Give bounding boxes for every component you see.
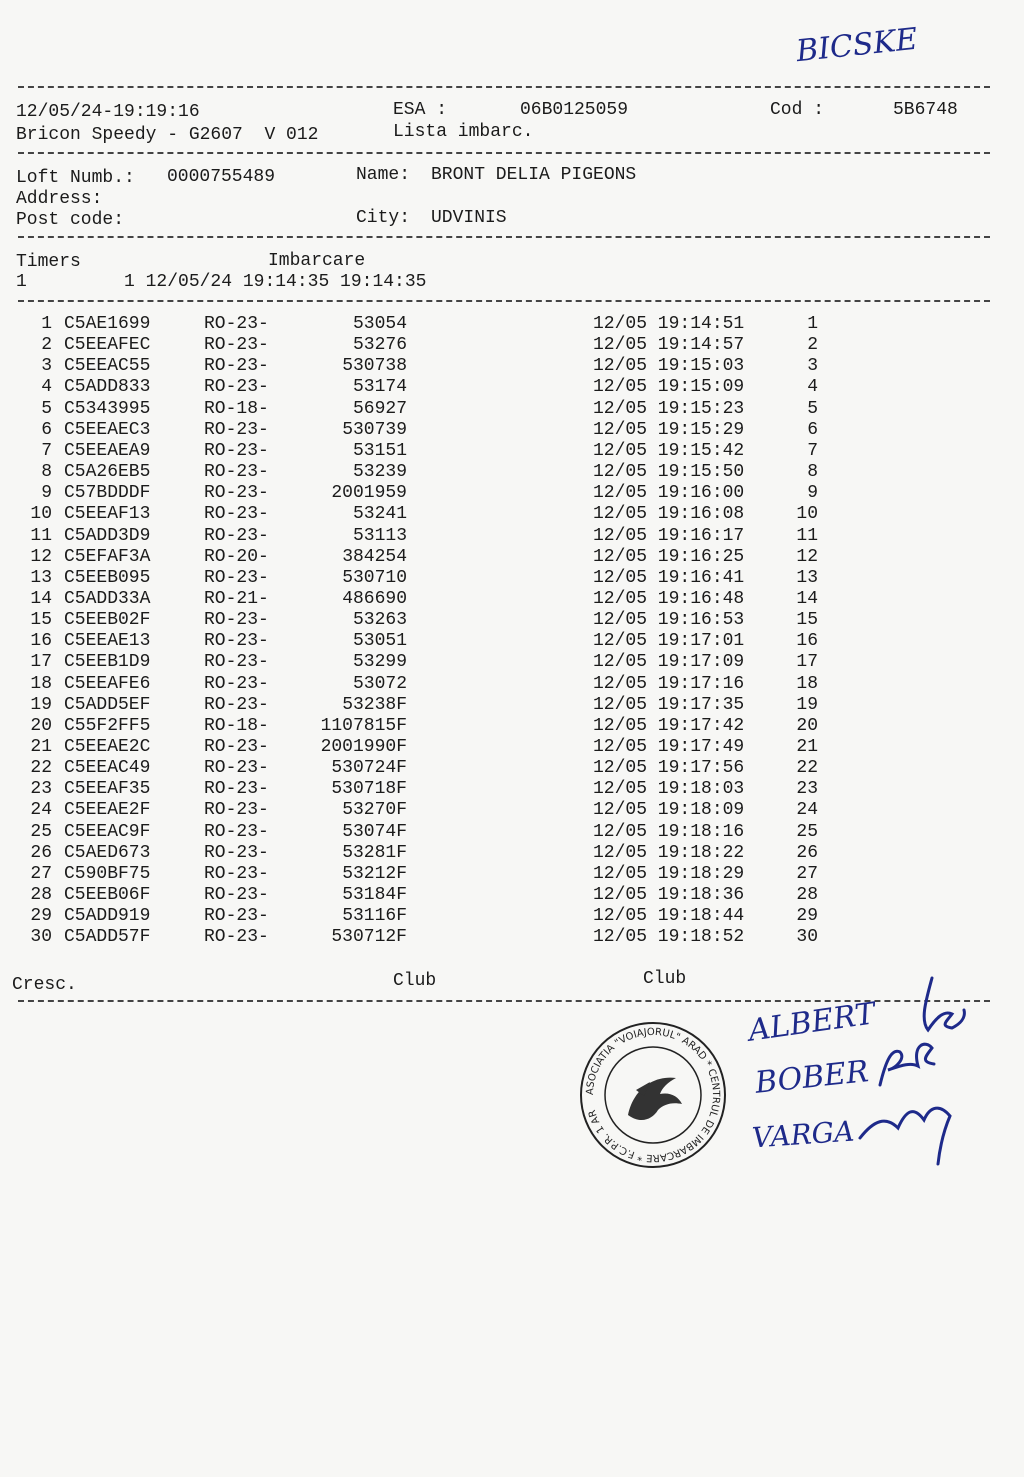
chip-id: C5EEAFE6 [64,673,151,694]
chip-id: C5EEAC9F [64,821,151,842]
ring-number: 53270F [342,800,407,821]
ring-prefix: RO-23- [204,779,269,800]
sequence-number: 1 [807,314,818,334]
sequence-number: 19 [796,694,818,715]
ring-prefix: RO-23- [204,737,269,757]
sequence-number: 6 [807,419,818,440]
basketing-time: 12/05 19:14:51 [593,314,745,334]
chip-id: C5EEAF13 [64,504,151,525]
row-index: 2 [41,335,52,356]
sequence-number: 9 [807,483,818,504]
esa-value: 06B0125059 [520,100,629,120]
basketing-time: 12/05 19:17:35 [593,694,745,715]
basketing-time: 12/05 19:16:25 [593,546,745,567]
sequence-number: 23 [796,779,818,800]
ring-number: 1107815F [320,715,407,736]
sequence-number: 27 [796,863,818,884]
basketing-time: 12/05 19:16:00 [593,483,745,504]
city-value: UDVINIS [431,208,507,228]
row-index: 4 [41,377,52,398]
divider [18,86,990,88]
chip-id: C5ADD33A [64,588,151,609]
sequence-number: 22 [796,758,818,779]
basketing-time: 12/05 19:17:49 [593,737,745,757]
chip-id: C55F2FF5 [64,715,151,736]
row-index: 20 [30,715,52,736]
ring-prefix: RO-23- [204,356,269,377]
table-row [0,441,1024,462]
basketing-time: 12/05 19:15:50 [593,462,745,483]
row-index: 21 [30,737,52,757]
ring-prefix: RO-23- [204,694,269,715]
address-label: Address: [16,189,103,209]
ring-number: 2001990F [320,737,407,757]
ring-number: 530712F [331,927,407,948]
basketing-time: 12/05 19:17:42 [593,715,745,736]
club-label-2: Club [643,969,687,989]
chip-id: C5EEAC55 [64,356,151,377]
chip-id: C5A26EB5 [64,462,151,483]
table-row [0,674,1024,695]
ring-prefix: RO-23- [204,483,269,504]
ring-prefix: RO-23- [204,377,269,398]
table-row [0,822,1024,843]
basketing-time: 12/05 19:16:53 [593,610,745,631]
sequence-number: 26 [796,842,818,863]
chip-id: C5EEAEA9 [64,440,151,461]
table-row [0,800,1024,821]
chip-id: C5EEB02F [64,610,151,631]
table-row [0,652,1024,673]
ring-prefix: RO-23- [204,842,269,863]
print-datetime: 12/05/24-19:19:16 [16,102,200,122]
sequence-number: 7 [807,440,818,461]
row-index: 12 [30,546,52,567]
ring-number: 53051 [352,631,407,652]
divider [18,300,990,302]
row-index: 28 [30,885,52,906]
sequence-number: 10 [796,504,818,525]
ring-number: 53263 [352,610,407,631]
ring-prefix: RO-23- [204,314,269,334]
chip-id: C5EEB095 [64,567,151,588]
basketing-time: 12/05 19:18:16 [593,821,745,842]
ring-prefix: RO-23- [204,335,269,356]
ring-prefix: RO-23- [204,631,269,652]
row-index: 30 [30,927,52,948]
chip-id: C5EEAE2F [64,800,151,821]
ring-number: 530738 [342,356,407,377]
chip-id: C5EEB06F [64,885,151,906]
chip-id: C5ADD833 [64,377,151,398]
sequence-number: 13 [796,567,818,588]
basketing-time: 12/05 19:16:17 [593,525,745,546]
ring-prefix: RO-23- [204,885,269,906]
timer-line: 1 1 12/05/24 19:14:35 19:14:35 [16,272,427,292]
cod-value: 5B6748 [893,100,958,120]
row-index: 23 [30,779,52,800]
signature-name-1: ALBERT [746,996,878,1049]
chip-id: C5EEAE13 [64,631,151,652]
basketing-time: 12/05 19:14:57 [593,335,745,356]
ring-prefix: RO-18- [204,715,269,736]
postcode-label: Post code: [16,210,125,230]
divider [18,152,990,154]
device-info: Bricon Speedy - G2607 V 012 [16,125,319,145]
table-row [0,462,1024,483]
table-row [0,716,1024,737]
ring-number: 384254 [342,546,407,567]
table-row [0,399,1024,420]
row-index: 14 [30,588,52,609]
cresc-label: Cresc. [12,975,77,995]
table-row [0,864,1024,885]
club-label: Club [393,971,437,991]
ring-number: 53074F [342,821,407,842]
ring-number: 2001959 [331,483,407,504]
ring-number: 486690 [342,588,407,609]
row-index: 27 [30,863,52,884]
basketing-time: 12/05 19:15:23 [593,398,745,419]
table-row [0,695,1024,716]
ring-prefix: RO-23- [204,758,269,779]
chip-id: C5AED673 [64,842,151,863]
basketing-time: 12/05 19:17:01 [593,631,745,652]
chip-id: C5EEAEC3 [64,419,151,440]
chip-id: C5EEB1D9 [64,652,151,673]
basketing-time: 12/05 19:16:48 [593,588,745,609]
ring-number: 53212F [342,863,407,884]
ring-prefix: RO-23- [204,567,269,588]
sequence-number: 2 [807,335,818,356]
chip-id: C590BF75 [64,863,151,884]
row-index: 13 [30,567,52,588]
row-index: 8 [41,462,52,483]
stamp-text: ASOCIATIA "VOIAJORUL" ARAD * CENTRUL DE IMBARCARE * F.C.P.R. 1 AR [584,1026,722,1164]
sequence-number: 11 [796,525,818,546]
cod-label: Cod : [770,100,825,120]
row-index: 6 [41,419,52,440]
row-index: 15 [30,610,52,631]
table-row [0,631,1024,652]
sequence-number: 25 [796,821,818,842]
ring-prefix: RO-23- [204,610,269,631]
row-index: 26 [30,842,52,863]
ring-number: 53113 [352,525,407,546]
basketing-time: 12/05 19:18:22 [593,842,745,863]
basketing-time: 12/05 19:17:56 [593,758,745,779]
ring-prefix: RO-20- [204,546,269,567]
divider [18,236,990,238]
ring-number: 53281F [342,842,407,863]
table-row [0,568,1024,589]
table-row [0,610,1024,631]
chip-id: C5343995 [64,398,151,419]
row-index: 10 [30,504,52,525]
row-index: 25 [30,821,52,842]
row-index: 16 [30,631,52,652]
ring-prefix: RO-18- [204,398,269,419]
basketing-time: 12/05 19:15:03 [593,356,745,377]
loft-number: 0000755489 [167,167,276,187]
ring-number: 56927 [352,398,407,419]
ring-number: 53072 [352,673,407,694]
sequence-number: 15 [796,610,818,631]
ring-prefix: RO-23- [204,525,269,546]
table-row [0,356,1024,377]
sequence-number: 4 [807,377,818,398]
sequence-number: 8 [807,462,818,483]
table-row [0,420,1024,441]
basketing-time: 12/05 19:18:03 [593,779,745,800]
ring-number: 53299 [352,652,407,673]
ring-prefix: RO-23- [204,821,269,842]
ring-prefix: RO-23- [204,863,269,884]
table-row [0,526,1024,547]
table-row [0,779,1024,800]
sequence-number: 21 [796,737,818,757]
sequence-number: 24 [796,800,818,821]
esa-label: ESA : [393,100,448,120]
row-index: 1 [41,314,52,334]
row-index: 7 [41,440,52,461]
list-title: Lista imbarc. [393,122,534,142]
ring-prefix: RO-23- [204,800,269,821]
bird-icon [628,1078,682,1120]
ring-number: 53151 [352,440,407,461]
sequence-number: 29 [796,906,818,927]
loft-label: Loft Numb.: [16,168,135,188]
table-row [0,906,1024,927]
ring-number: 530718F [331,779,407,800]
basketing-time: 12/05 19:15:42 [593,440,745,461]
ring-number: 53239 [352,462,407,483]
ring-number: 53241 [352,504,407,525]
ring-number: 530739 [342,419,407,440]
ring-number: 53116F [342,906,407,927]
loft-name: BRONT DELIA PIGEONS [431,165,637,185]
basketing-time: 12/05 19:18:36 [593,885,745,906]
table-row [0,927,1024,948]
ring-prefix: RO-23- [204,504,269,525]
table-row [0,843,1024,864]
table-row [0,314,1024,335]
signature-scribbles [840,970,980,1170]
chip-id: C5EEAC49 [64,758,151,779]
city-label: City: [356,208,411,228]
basketing-time: 12/05 19:16:08 [593,504,745,525]
sequence-number: 3 [807,356,818,377]
row-index: 19 [30,694,52,715]
chip-id: C5ADD919 [64,906,151,927]
row-index: 22 [30,758,52,779]
chip-id: C5ADD5EF [64,694,151,715]
ring-number: 530724F [331,758,407,779]
basketing-time: 12/05 19:17:09 [593,652,745,673]
table-row [0,335,1024,356]
table-row [0,758,1024,779]
name-label: Name: [356,165,411,185]
sequence-number: 28 [796,885,818,906]
signature-name-3: VARGA [750,1114,856,1155]
ring-prefix: RO-23- [204,462,269,483]
ring-prefix: RO-23- [204,440,269,461]
ring-number: 53238F [342,694,407,715]
row-index: 11 [30,525,52,546]
table-row [0,547,1024,568]
sequence-number: 14 [796,588,818,609]
sequence-number: 16 [796,631,818,652]
sequence-number: 20 [796,715,818,736]
ring-number: 53174 [352,377,407,398]
basketing-time: 12/05 19:18:29 [593,863,745,884]
row-index: 17 [30,652,52,673]
ring-prefix: RO-23- [204,673,269,694]
sequence-number: 18 [796,673,818,694]
row-index: 9 [41,483,52,504]
ring-number: 53054 [352,314,407,334]
row-index: 18 [30,673,52,694]
sequence-number: 30 [796,927,818,948]
row-index: 3 [41,356,52,377]
signature-name-2: BOBER [753,1054,871,1101]
table-row [0,885,1024,906]
ring-prefix: RO-23- [204,652,269,673]
ring-number: 530710 [342,567,407,588]
sequence-number: 12 [796,546,818,567]
timers-label: Timers [16,252,81,272]
ring-number: 53184F [342,885,407,906]
club-stamp [578,1020,728,1170]
sequence-number: 17 [796,652,818,673]
basketing-time: 12/05 19:18:44 [593,906,745,927]
table-row [0,737,1024,758]
handwritten-corner-note: BICSKE [794,21,920,70]
ring-number: 53276 [352,335,407,356]
table-row [0,589,1024,610]
chip-id: C5EEAE2C [64,737,151,757]
basketing-time: 12/05 19:16:41 [593,567,745,588]
chip-id: C5EEAF35 [64,779,151,800]
table-row [0,504,1024,525]
chip-id: C5AE1699 [64,314,151,334]
row-index: 29 [30,906,52,927]
chip-id: C5ADD57F [64,927,151,948]
basketing-time: 12/05 19:17:16 [593,673,745,694]
ring-prefix: RO-23- [204,419,269,440]
chip-id: C5EEAFEC [64,335,151,356]
row-index: 24 [30,800,52,821]
row-index: 5 [41,398,52,419]
basketing-time: 12/05 19:18:09 [593,800,745,821]
basketing-time: 12/05 19:18:52 [593,927,745,948]
basketing-time: 12/05 19:15:29 [593,419,745,440]
imbarcare-label: Imbarcare [268,251,366,271]
table-row [0,483,1024,504]
sequence-number: 5 [807,398,818,419]
chip-id: C57BDDDF [64,483,151,504]
basketing-time: 12/05 19:15:09 [593,377,745,398]
chip-id: C5EFAF3A [64,546,151,567]
table-row [0,377,1024,398]
ring-prefix: RO-21- [204,588,269,609]
ring-prefix: RO-23- [204,906,269,927]
ring-prefix: RO-23- [204,927,269,948]
chip-id: C5ADD3D9 [64,525,151,546]
